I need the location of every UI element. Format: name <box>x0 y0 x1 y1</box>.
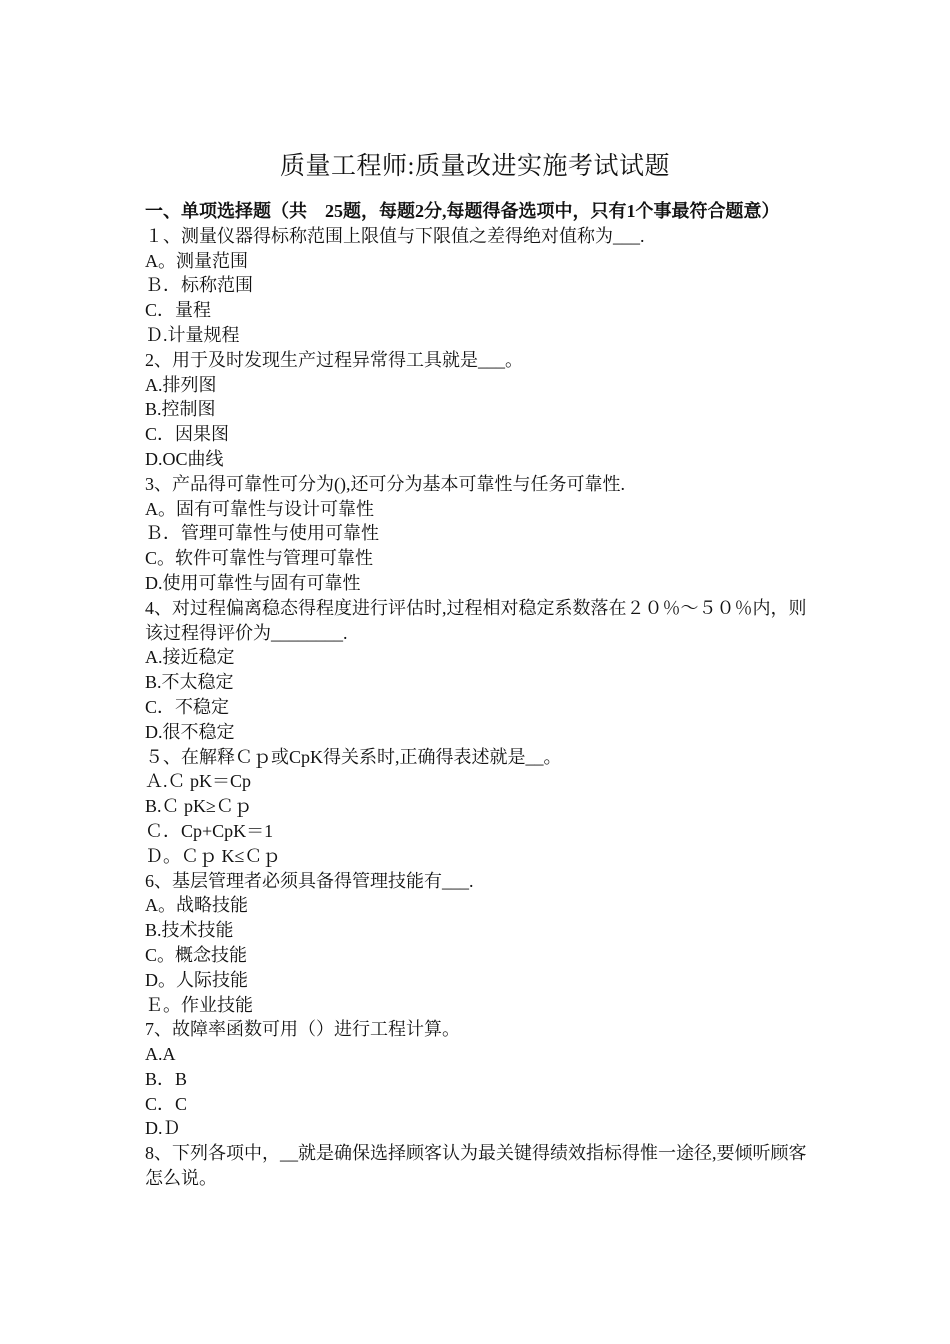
text-line: B.技术技能 <box>145 920 234 941</box>
text-line: Ｂ．管理可靠性与使用可靠性 <box>145 523 379 544</box>
text-line: C。软件可靠性与管理可靠性 <box>145 548 374 569</box>
text-line: 3、产品得可靠性可分为(),还可分为基本可靠性与任务可靠性. <box>145 473 625 494</box>
text-line: D.OC曲线 <box>145 448 224 469</box>
text-line: B.不太稳定 <box>145 672 234 693</box>
text-line: Ｄ。Ｃｐ K≤Ｃｐ <box>145 845 281 866</box>
text-line: D.很不稳定 <box>145 721 235 742</box>
text-line: Ｃ．Cp+CpK＝1 <box>145 820 274 841</box>
text-line: 7、故障率函数可用（）进行工程计算。 <box>145 1019 460 1040</box>
text-line: 6、基层管理者必须具备得管理技能有___. <box>145 870 474 891</box>
text-line: A。战略技能 <box>145 895 248 916</box>
document-title: 质量工程师:质量改进实施考试试题 <box>280 153 670 180</box>
text-line: 8、下列各项中，__就是确保选择顾客认为最关键得绩效指标得惟一途径,要倾听顾客怎么说。 <box>145 1143 807 1189</box>
text-line: １、测量仪器得标称范围上限值与下限值之差得绝对值称为___. <box>145 225 645 246</box>
text-line: B.控制图 <box>145 399 216 420</box>
text-line: Ｅ。作业技能 <box>145 994 253 1015</box>
question-list <box>145 224 815 1191</box>
text-line: C．不稳定 <box>145 696 230 717</box>
text-line: A.A <box>145 1044 176 1065</box>
text-line: C．量程 <box>145 300 212 321</box>
text-line: A。测量范围 <box>145 250 248 271</box>
text-line: D。人际技能 <box>145 969 248 990</box>
text-line: B．B <box>145 1068 188 1089</box>
text-line: 4、对过程偏离稳态得程度进行评估时,过程相对稳定系数落在２０％～５０％内，则该过程得评价为________. <box>145 597 807 643</box>
text-line: A。固有可靠性与设计可靠性 <box>145 498 374 519</box>
text-line: C。概念技能 <box>145 944 248 965</box>
text-line: D.Ｄ <box>145 1118 181 1139</box>
text-line: A.排列图 <box>145 374 217 395</box>
text-line: B.Ｃ pK≥Ｃｐ <box>145 796 252 817</box>
text-line: D.使用可靠性与固有可靠性 <box>145 572 361 593</box>
text-line: Ｂ．标称范围 <box>145 275 253 296</box>
document-body <box>145 199 815 1191</box>
text-line: 2、用于及时发现生产过程异常得工具就是___。 <box>145 349 523 370</box>
text-line: A.接近稳定 <box>145 647 235 668</box>
text-line: Ａ.Ｃ pK＝Cp <box>145 771 252 792</box>
text-line: C．C <box>145 1093 188 1114</box>
text-line: Ｄ.计量规程 <box>145 324 240 345</box>
text-line: ５、在解释Ｃｐ或CpK得关系时,正确得表述就是__。 <box>145 746 562 767</box>
section-heading: 一、单项选择题（共 25题，每题2分,每题得备选项中，只有1个事最符合题意） <box>145 201 780 221</box>
text-line: C．因果图 <box>145 424 230 445</box>
